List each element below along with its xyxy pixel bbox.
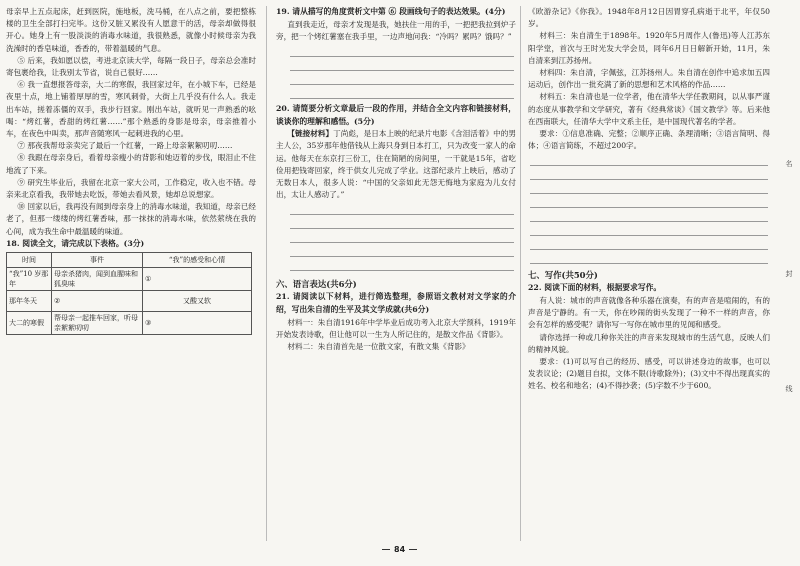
- table-row: [7, 268, 252, 291]
- table-cell: 帮母亲一起推车回家，听母亲絮絮叨叨: [52, 312, 143, 335]
- table-cell: 又酸又软: [143, 291, 252, 312]
- binding-mark: 封: [785, 270, 793, 277]
- table-cell: 大二的寒假: [7, 312, 52, 335]
- reading-paragraph: ⑦ 那夜我帮母亲卖完了最后一个红薯，一路上母亲絮絮叨叨……: [17, 141, 233, 151]
- q22-requirements: 要求：(1)可以写自己的经历、感受，可以讲述身边的故事，也可以发表议论；(2)题目自拟，文体不限(诗歌除外)；(3)文中不得出现真实的姓名、校名和地名；(4)不得抄袭；(5)字数不少于600。: [528, 357, 770, 391]
- table-row: [7, 312, 252, 335]
- material-2: 材料二：朱自清首先是一位散文家，有散文集《背影》: [287, 342, 470, 351]
- material-1: 材料一：朱自清1916年中学毕业后成功考入北京大学预科，1919年开始发表诗歌，但让他可以一生为人所记住的，是散文作品《背影》。: [276, 317, 516, 339]
- table-header: “我”的感受和心情: [143, 253, 252, 268]
- table-header: 事件: [52, 253, 143, 268]
- q22-title: 22. 阅读下面的材料，根据要求写作。: [528, 283, 662, 293]
- q19-title: 19. 请从描写的角度赏析文中第 ⑥ 段画线句子的表达效果。(4分): [276, 7, 506, 16]
- reading-paragraph: ⑨ 研究生毕业后，我留在北京一家大公司，工作稳定，收入也不错。母亲来北京看我，我带她去吃饭，带她去看风景，她却总说想家。: [6, 177, 256, 200]
- q18-title: 18. 阅读全文，请完成以下表格。(3分): [6, 238, 145, 248]
- column-right: [528, 6, 770, 393]
- section-7-heading: 七、写作(共50分): [528, 270, 598, 281]
- table-row: [7, 291, 252, 312]
- table-cell: “我”10 岁那年: [7, 268, 52, 291]
- q19-quote: 直到我走近，母亲才发现是我，她扶住一用的手，一把把我拉到炉子旁，把一个烤红薯塞在我手里，一边声地问我：“冷吗？累吗？饿吗？”: [276, 19, 516, 41]
- link-label: 【链接材料】: [287, 129, 334, 139]
- reading-paragraph: ⑥ 我一直想报答母亲，大二的寒假，我回家过年，在小城下车，已经是夜里十点，地上铺着厚厚的雪，寒风刺骨，大街上几乎没有什么人。我走出车站，搓着冻僵的双手，我步行回家。刚出车站，就听见一声熟悉的吆喝：“烤红薯，香甜的烤红薯……”那个熟悉的身影是母亲，母亲推着小车，在夜色中叫卖，那声音随寒风一起刺进我的心里。: [6, 80, 256, 139]
- link-text: 丁尚彪，是日本上映的纪录片电影《含泪活着》中的男主人公，35岁那年他借钱从上海只身到日本打工，只为改变一家人的命运。他每天在东京打三份工，住在简陋的房间里，一干就是15年，省吃俭用把钱寄回家，终于供女儿完成了学业。这部纪录片上映后，感动了无数日本人，很多人说：“中国的父亲如此无怨无悔地为家庭为儿女付出，太让人感动了。”: [276, 129, 517, 200]
- column-divider: [520, 6, 521, 541]
- q18-table: [6, 252, 252, 335]
- q20-answer-area[interactable]: [276, 201, 516, 271]
- q21-title: 21. 请阅读以下材料，进行筛选整理，参照语文教材对文学家的介绍，写出朱自清的生平及其文学成就(共6分): [276, 292, 516, 314]
- material-4: 材料四：朱自清，字佩弦，江苏扬州人。朱自清在创作中追求加五四运动后，创作出一批充满了新的思想和艺术风格的作品……: [528, 68, 770, 90]
- section-6-heading: 六、语言表达(共6分): [276, 279, 357, 290]
- answer-cell[interactable]: ②: [52, 291, 143, 312]
- binding-mark: 名: [785, 160, 793, 167]
- q19-answer-area[interactable]: [276, 43, 516, 99]
- answer-cell[interactable]: ①: [143, 268, 252, 291]
- reading-paragraph: ⑧ 我跟在母亲身后，看着母亲瘦小的背影和她迈着的步伐，眼泪止不住地流了下来。: [6, 153, 256, 175]
- material-3: 材料三：朱自清生于1898年。1920年5月周作人(鲁迅)等人江苏东阳学堂，首次与王时光发大学会员，同年6月日日解新开始，11月，朱自清来到江苏扬州。: [528, 31, 770, 65]
- q20-title: 20. 请简要分析文章最后一段的作用，并结合全文内容和链接材料，谈谈你的理解和感悟。(5分): [276, 104, 516, 126]
- answer-cell[interactable]: ③: [143, 312, 252, 335]
- q21-requirements: 要求：①信息准确、完整；②顺序正确、条理清晰；③语言简明、得体；④语言简练，不超过200字。: [528, 129, 770, 151]
- table-cell: 那年冬天: [7, 291, 52, 312]
- binding-mark: 线: [785, 385, 793, 392]
- q21-answer-area[interactable]: [528, 152, 770, 264]
- table-cell: 母亲杀猪肉，闻到血腥味和狐臭味: [52, 268, 143, 291]
- reading-paragraph: ⑩ 回家以后，我再没有闻到母亲身上的消毒水味道，我知道，母亲已经老了，但那一缕缕的烤红薯香味，那一抹抹的消毒水味，依然萦绕在我的心间，成为我生命中最温暖的味道。: [6, 202, 256, 236]
- q22-passage: 有人说：城市的声音就像各种乐器在演奏，有的声音是喧闹的，有的声音是宁静的。有一天，你在吵闹的街头发现了一种不一样的声音，你会有怎样的感受呢？请你写一写你在城市里的见闻和感受。: [528, 296, 770, 330]
- page-number: 84: [378, 545, 421, 554]
- column-divider: [266, 6, 267, 541]
- column-middle: [276, 6, 516, 353]
- q22-prompt: 请你选择一种或几种你关注的声音来发现城市的生活气息，反映人们的精神风貌。: [528, 332, 770, 354]
- column-left: [6, 6, 256, 335]
- material-2-cont: 《欧游杂记》《你我》。1948年8月12日因胃穿孔病逝于北平，年仅50岁。: [528, 7, 770, 29]
- reading-paragraph: ⑤ 后来，我如愿以偿，考进北京读大学，每隔一段日子，母亲总会准时寄包裹给我，让我别太节省，说自己很好……: [6, 55, 256, 78]
- table-header: 时间: [7, 253, 52, 268]
- reading-paragraph: 母亲早上五点起床，赶到医院，施地板，洗马桶，在八点之前，要把整栋楼的卫生全部打扫完毕。这份又脏又累没有人愿意干的活，母亲却做得很开心。她身上有一股淡淡的消毒水味道，我很熟悉，就像小时候母亲为我洗澡时的香皂味道，香香的，带着温暖的气息。: [6, 7, 256, 53]
- material-5: 材料五：朱自清也是一位学者，他在清华大学任教期间，以从事严谨的态度从事教学和文学研究，著有《经典常谈》《国文教学》等。后来他在西南联大，任清华大学中文系主任，是中国现代著名的学者。: [528, 92, 770, 126]
